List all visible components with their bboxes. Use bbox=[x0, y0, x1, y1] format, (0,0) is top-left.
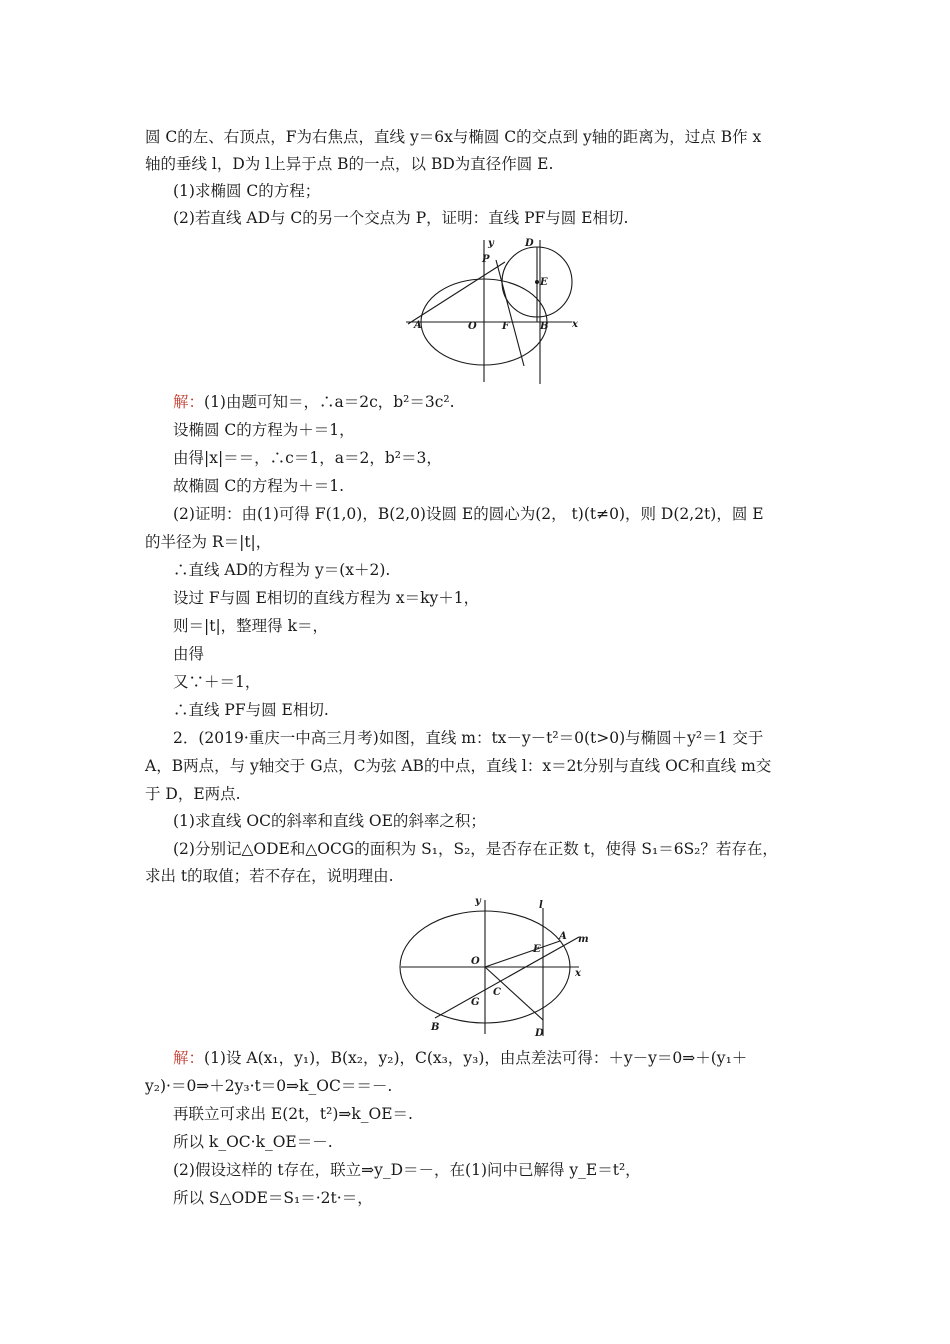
solution-1-line-8: 设过 F与圆 E相切的直线方程为 x＝ky＋1， bbox=[173, 589, 480, 607]
text-line-2: 轴的垂线 l，D为 l上异于点 B的一点，以 BD为直径作圆 E. bbox=[145, 155, 554, 173]
fig2-label-E: E bbox=[533, 944, 541, 955]
fig2-label-C: C bbox=[493, 987, 501, 998]
question-2-line-1: 2．(2019·重庆一中高三月考)如图，直线 m：tx－y－t²＝0(t>0)与椭圆＋y²＝1 交于 bbox=[173, 729, 764, 747]
solution-1-line-1: 解：(1)由题可知＝，∴a＝2c，b²＝3c². bbox=[173, 393, 455, 411]
question-1-part-1: (1)求椭圆 C的方程； bbox=[173, 182, 321, 200]
fig2-label-x: x bbox=[575, 968, 581, 979]
solution-1-line-12: ∴直线 PF与圆 E相切. bbox=[173, 701, 329, 719]
solution-2-line-1: 解：(1)设 A(x₁，y₁)，B(x₂，y₂)，C(x₃，y₃)，由点差法可得：＋y－y＝0⇒＋(y₁＋ bbox=[173, 1049, 748, 1067]
solution-2-line-6: 所以 S△ODE＝S₁＝·2t·＝， bbox=[173, 1189, 373, 1207]
fig1-label-D: D bbox=[525, 238, 534, 249]
fig1-label-A: A bbox=[414, 320, 422, 331]
solution-1-line-7: ∴直线 AD的方程为 y＝(x＋2). bbox=[173, 561, 391, 579]
fig2-label-y: y bbox=[475, 896, 481, 907]
fig2-label-G: G bbox=[471, 997, 480, 1008]
fig1-label-B: B bbox=[540, 321, 549, 332]
ellipse-lines-figure bbox=[395, 892, 595, 1040]
solution-1-line-9: 则＝|t|，整理得 k＝， bbox=[173, 617, 328, 635]
fig2-label-B: B bbox=[431, 1022, 440, 1033]
solution-1-line-3: 由得|x|＝＝，∴c＝1，a＝2，b²＝3， bbox=[173, 449, 442, 467]
solution-2-line-2: y₂)·＝0⇒＋2y₃·t＝0⇒k_OC＝＝－. bbox=[145, 1077, 393, 1095]
solution-1-line-4: 故椭圆 C的方程为＋＝1. bbox=[173, 477, 345, 495]
solution-2-line-3: 再联立可求出 E(2t，t²)⇒k_OE＝. bbox=[173, 1105, 413, 1123]
fig2-label-D: D bbox=[535, 1028, 544, 1039]
solution-label: 解： bbox=[173, 393, 205, 411]
fig1-label-O: O bbox=[468, 321, 477, 332]
question-1-part-2: (2)若直线 AD与 C的另一个交点为 P，证明：直线 PF与圆 E相切. bbox=[173, 209, 629, 227]
fig2-label-O: O bbox=[471, 956, 480, 967]
solution-1-line-5: (2)证明：由(1)可得 F(1,0)，B(2,0)设圆 E的圆心为(2， t)(t≠0)，则 D(2,2t)，圆 E bbox=[173, 505, 764, 523]
question-2-line-3: 于 D，E两点. bbox=[145, 785, 241, 803]
solution-1-line-2: 设椭圆 C的方程为＋＝1， bbox=[173, 421, 355, 439]
fig2-label-l: l bbox=[539, 900, 543, 911]
solution-2-line-4: 所以 k_OC·k_OE＝－. bbox=[173, 1133, 333, 1151]
solution-label: 解： bbox=[173, 1049, 205, 1067]
question-2-part-1: (1)求直线 OC的斜率和直线 OE的斜率之积； bbox=[173, 812, 486, 830]
fig1-label-P: P bbox=[482, 254, 490, 265]
question-2-line-2: A，B两点，与 y轴交于 G点，C为弦 AB的中点，直线 l：x＝2t分别与直线 OC和直线 m交 bbox=[145, 757, 772, 775]
fig1-label-y: y bbox=[488, 238, 494, 249]
solution-1-line-10: 由得 bbox=[173, 645, 205, 663]
question-2-part-2-cont: 求出 t的取值；若不存在，说明理由. bbox=[145, 867, 394, 885]
fig1-label-x: x bbox=[572, 319, 578, 330]
solution-1-line-6: 的半径为 R＝|t|， bbox=[145, 533, 272, 551]
fig1-label-E: E bbox=[540, 277, 548, 288]
fig2-label-A: A bbox=[559, 931, 567, 942]
fig2-label-m: m bbox=[578, 934, 589, 945]
text-line-1: 圆 C的左、右顶点，F为右焦点，直线 y＝6x与椭圆 C的交点到 y轴的距离为，过点 B作 x bbox=[145, 128, 762, 146]
solution-1-line-11: 又∵＋＝1， bbox=[173, 673, 261, 691]
fig1-label-F: F bbox=[502, 321, 510, 332]
question-2-part-2: (2)分别记△ODE和△OCG的面积为 S₁，S₂，是否存在正数 t，使得 S₁＝6S₂？若存在， bbox=[173, 840, 778, 858]
solution-2-line-5: (2)假设这样的 t存在，联立⇒y_D＝－，在(1)问中已解得 y_E＝t²， bbox=[173, 1161, 641, 1179]
ellipse-circle-figure bbox=[400, 232, 600, 384]
